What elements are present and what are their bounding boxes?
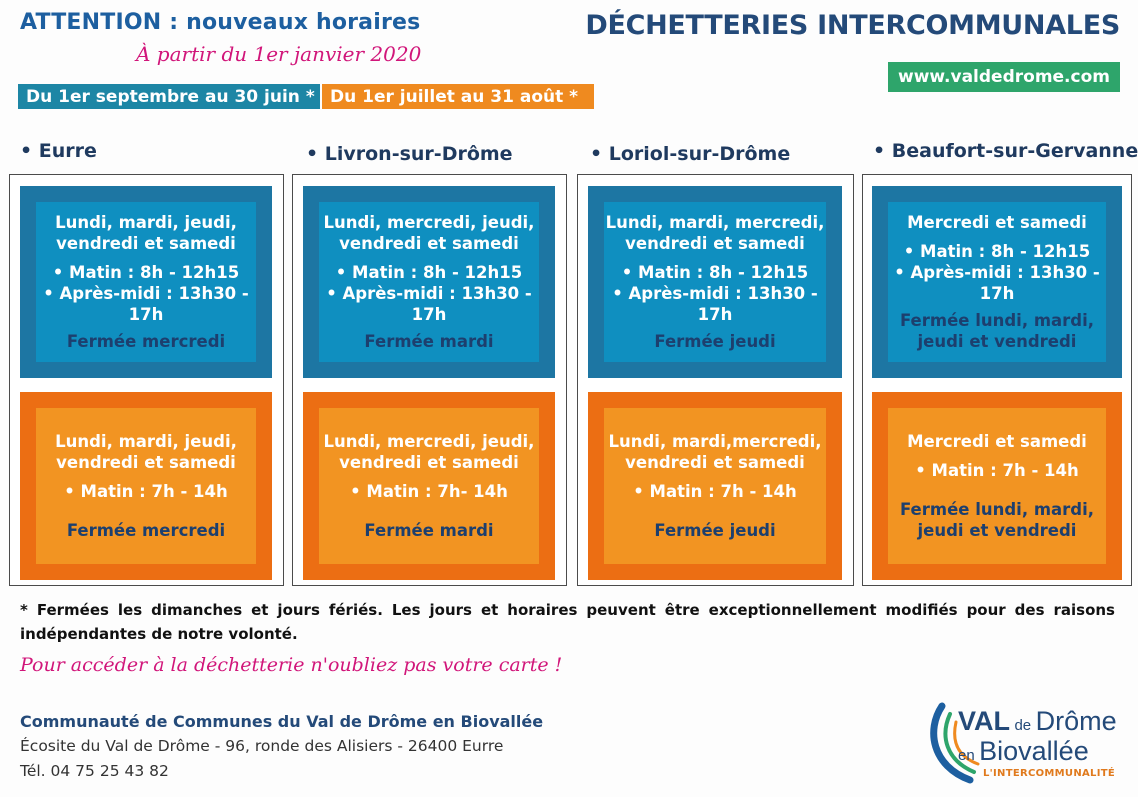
opening-hours: • Matin : 7h - 14h — [915, 460, 1079, 480]
open-days-line: Lundi, mardi,mercredi, — [608, 431, 822, 451]
open-days — [55, 212, 237, 254]
closed-days — [67, 520, 225, 541]
winter-schedule-card — [20, 186, 272, 378]
summer-schedule-card — [20, 392, 272, 580]
open-days-line: vendredi et samedi — [339, 233, 519, 253]
open-days — [324, 431, 535, 473]
site-name-livron: • Livron-sur-Drôme — [306, 143, 513, 165]
closed-days — [67, 331, 225, 352]
period-winter-banner: Du 1er septembre au 30 juin * — [18, 84, 320, 109]
closed-days — [900, 310, 1094, 352]
open-days — [907, 212, 1087, 233]
closed-days — [364, 520, 493, 541]
organization-phone: Tél. 04 75 25 43 82 — [20, 762, 169, 780]
footnote: * Fermées les dimanches et jours fériés. Les jours et horaires peuvent être exceptionnellement modifiés pour des raisons indépendantes de notre volonté. — [20, 601, 1115, 643]
opening-hours: • Matin : 8h - 12h15 — [621, 262, 809, 282]
open-days — [608, 431, 821, 473]
closed-days-line: Fermée lundi, mardi, — [899, 500, 1095, 519]
closed-days-line: jeudi et vendredi — [917, 332, 1077, 352]
opening-hours: • Après-midi : 13h30 - 17h — [894, 262, 1100, 303]
page-title: DÉCHETTERIES INTERCOMMUNALES — [585, 10, 1120, 41]
organization-name: Communauté de Communes du Val de Drôme en Biovallée — [20, 712, 544, 731]
open-days-line: Lundi, mercredi, jeudi, — [323, 431, 535, 451]
closed-days-line: Fermée mardi — [364, 332, 494, 352]
logo-en: en — [958, 747, 975, 764]
open-days — [606, 212, 825, 254]
closed-days-line: Fermée lundi, mardi, — [899, 311, 1095, 331]
open-days-line: Lundi, mardi, mercredi, — [605, 212, 825, 232]
attention-heading: ATTENTION : nouveaux horaires — [20, 10, 421, 35]
summer-schedule-card — [303, 392, 555, 580]
opening-hours: • Après-midi : 13h30 - 17h — [326, 284, 532, 325]
opening-hours: • Matin : 7h - 14h — [633, 482, 797, 501]
summer-schedule-card — [872, 392, 1122, 580]
winter-schedule-card — [588, 186, 842, 378]
period-summer-banner: Du 1er juillet au 31 août * — [322, 84, 594, 109]
open-days — [55, 431, 237, 473]
open-days — [907, 431, 1087, 452]
opening-hours: • Matin : 8h - 12h15 — [52, 262, 240, 282]
logo-wordmark-line1 — [958, 706, 1117, 737]
open-days-line: vendredi et samedi — [339, 452, 519, 472]
card-reminder: Pour accéder à la déchetterie n'oubliez pas votre carte ! — [20, 654, 563, 676]
open-days-line: Lundi, mercredi, jeudi, — [323, 212, 535, 232]
closed-days-line: Fermée jeudi — [654, 332, 776, 352]
open-days-line: vendredi et samedi — [625, 233, 805, 253]
open-days-line: vendredi et samedi — [625, 452, 805, 472]
logo-wordmark-line2 — [958, 736, 1089, 767]
closed-days — [654, 331, 775, 352]
site-name-loriol: • Loriol-sur-Drôme — [590, 143, 791, 165]
open-days-line: Lundi, mardi, jeudi, — [55, 212, 237, 232]
closed-days-line: Fermée mardi — [364, 521, 494, 541]
open-days — [324, 212, 535, 254]
open-days-line: Mercredi et samedi — [907, 212, 1087, 232]
closed-days — [654, 520, 775, 541]
opening-hours: • Matin : 7h- 14h — [350, 482, 508, 501]
closed-days-line: Fermée mercredi — [66, 332, 226, 352]
opening-hours: • Après-midi : 13h30 - 17h — [612, 284, 818, 325]
opening-hours: • Après-midi : 13h30 - 17h — [43, 284, 249, 325]
website-link[interactable]: www.valdedrome.com — [888, 62, 1120, 92]
open-days-line: Lundi, mardi, jeudi, — [55, 431, 237, 451]
closed-days — [900, 499, 1094, 541]
logo-tagline: L'INTERCOMMUNALITÉ — [983, 768, 1115, 779]
open-days-line: vendredi et samedi — [56, 233, 236, 253]
site-name-eurre: • Eurre — [20, 140, 97, 162]
closed-days-line: Fermée jeudi — [654, 521, 776, 541]
logo-de: de — [1014, 717, 1032, 734]
logo-drome: Drôme — [1035, 706, 1117, 736]
effective-date: À partir du 1er janvier 2020 — [136, 42, 422, 66]
opening-hours: • Matin : 8h - 12h15 — [903, 241, 1091, 261]
site-name-beaufort: • Beaufort-sur-Gervanne — [873, 140, 1138, 162]
logo-biovallee: Biovallée — [979, 736, 1089, 766]
open-days-line: vendredi et samedi — [56, 452, 236, 472]
opening-hours: • Matin : 7h - 14h — [64, 482, 228, 501]
opening-hours: • Matin : 8h - 12h15 — [335, 262, 523, 282]
logo-val: VAL — [958, 706, 1010, 736]
closed-days-line: Fermée mercredi — [66, 521, 226, 541]
summer-schedule-card — [588, 392, 842, 580]
winter-schedule-card — [872, 186, 1122, 378]
closed-days-line: jeudi et vendredi — [917, 521, 1077, 541]
closed-days — [364, 331, 493, 352]
organization-address: Écosite du Val de Drôme - 96, ronde des Alisiers - 26400 Eurre — [20, 737, 504, 755]
open-days-line: Mercredi et samedi — [907, 431, 1087, 451]
winter-schedule-card — [303, 186, 555, 378]
